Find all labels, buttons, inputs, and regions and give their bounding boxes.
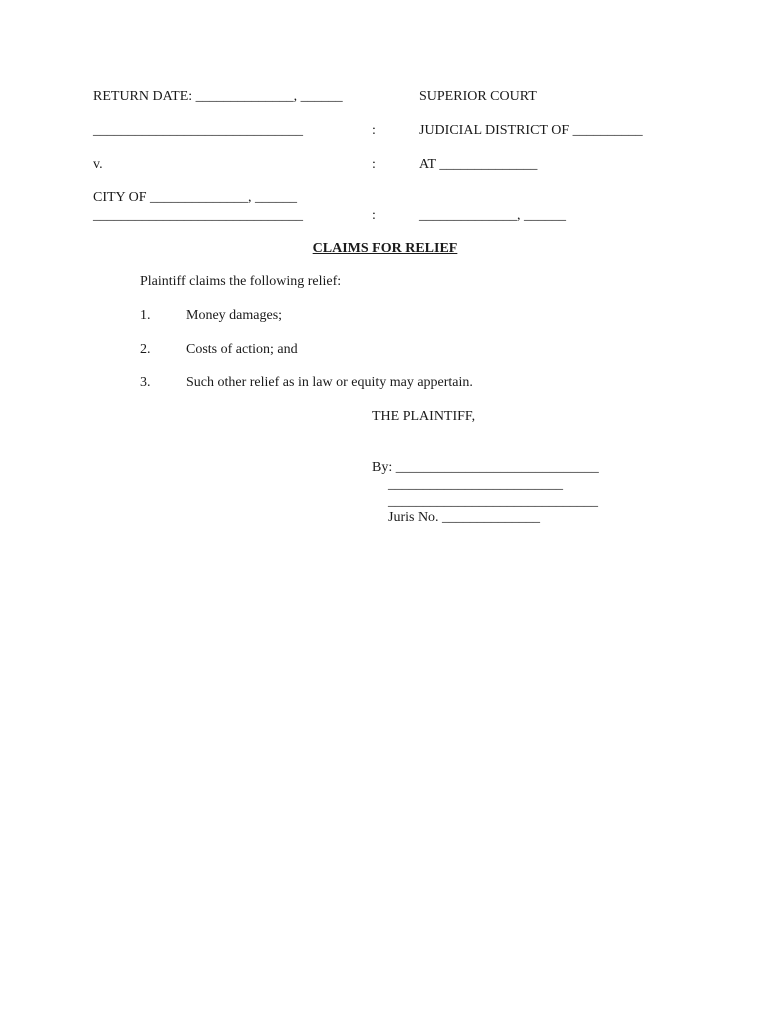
defendant-name-blank: ______________________________ xyxy=(93,208,303,223)
plaintiff-name-blank: ______________________________ xyxy=(93,123,303,138)
juris-number-line: Juris No. ______________ xyxy=(388,510,541,525)
claim-number: 3. xyxy=(140,375,151,390)
signature-by-line: By: _____________________________ xyxy=(372,460,599,475)
judicial-district-line: JUDICIAL DISTRICT OF __________ xyxy=(419,123,643,138)
claim-number: 2. xyxy=(140,342,151,357)
at-location-line: AT ______________ xyxy=(419,157,538,172)
caption-colon: : xyxy=(372,123,376,138)
party-label: THE PLAINTIFF, xyxy=(372,409,476,424)
court-name: SUPERIOR COURT xyxy=(419,89,537,104)
versus-label: v. xyxy=(93,157,103,172)
caption-colon: : xyxy=(372,157,376,172)
filing-date-line: ______________, ______ xyxy=(419,208,566,223)
caption-colon: : xyxy=(372,208,376,223)
signature-blank-line: _________________________ xyxy=(388,477,563,492)
city-of-line: CITY OF ______________, ______ xyxy=(93,190,298,205)
signature-blank-line: ______________________________ xyxy=(388,494,598,509)
claim-text: Money damages; xyxy=(186,308,283,323)
claim-text: Costs of action; and xyxy=(186,342,298,357)
claim-number: 1. xyxy=(140,308,151,323)
return-date-line: RETURN DATE: ______________, ______ xyxy=(93,89,343,104)
document-heading: CLAIMS FOR RELIEF xyxy=(312,241,458,256)
intro-paragraph: Plaintiff claims the following relief: xyxy=(140,274,342,289)
claim-text: Such other relief as in law or equity may appertain. xyxy=(186,375,473,390)
